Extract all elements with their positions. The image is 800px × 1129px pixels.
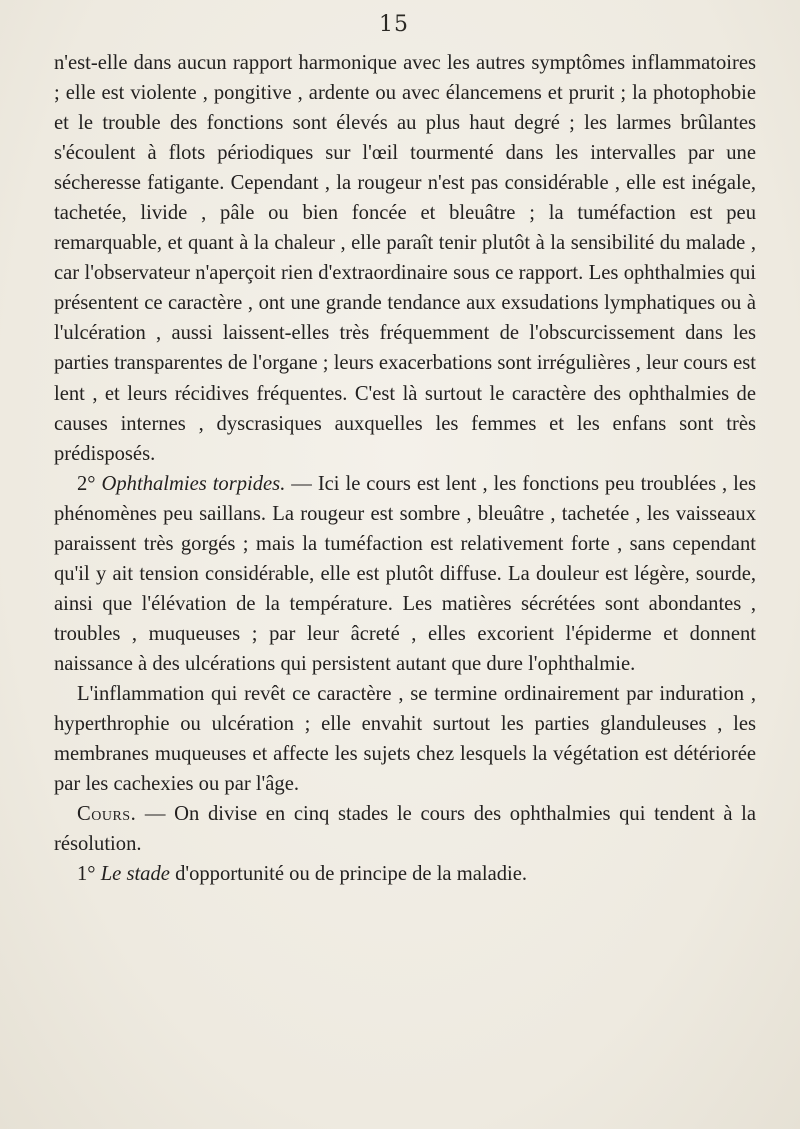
body-text [54, 48, 756, 889]
page-number: 15 [379, 12, 409, 37]
paragraph-inflammation: L'inflammation qui revêt ce caractère , se termine ordinairement par induration , hyperthrophie ou ulcération ; elle envahit surtout les parties glanduleuses , les membranes muqueuses et affecte les sujets chez lesquels la végétation est détériorée par les cachexies ou par l'âge. [54, 682, 756, 796]
section-label: Cours. [77, 803, 137, 826]
paragraph-continuation: n'est-elle dans aucun rapport harmonique avec les autres symptômes inflammatoires ; elle est violente , pongitive , ardente ou avec élancemens et prurit ; la photophobie et le trouble des fonctions sont élevés au plus haut degré ; les larmes brûlantes s'écoulent à flots périodiques sur l'œil tourmenté dans les intervalles par une sécheresse fatigante. Cependant , la rougeur n'est pas considérable , elle est inégale, tachetée, livide , pâle ou bien foncée et bleuâtre ; la tuméfaction est peu remarquable, et quant à la chaleur , elle paraît tenir plutôt à la sensibilité du malade , car l'observateur n'aperçoit rien d'extraordinaire sous ce rapport. Les ophthalmies qui présentent ce caractère , ont une grande tendance aux exsudations lymphatiques ou à l'ulcération , aussi laissent-elles très fréquemment de l'obscurcissement dans les parties transparentes de l'organe ; leurs exacerbations sont irrégulières , leur cours est lent , et leurs récidives fréquentes. C'est là surtout le caractère des ophthalmies de causes internes , dyscrasiques auxquelles les femmes et les enfans sont très prédisposés. [54, 52, 756, 465]
paragraph-first-stage [54, 859, 756, 889]
paragraph-torpid-ophthalmias [54, 469, 756, 679]
section-number: 1° [77, 863, 96, 886]
paragraph-body: — On divise en cinq stades le cours des ophthalmies qui tendent à la résolution. [54, 803, 756, 856]
section-number: 2° [77, 472, 96, 495]
paragraph-body: — Ici le cours est lent , les fonctions peu troublées , les phénomènes peu saillans. La rougeur est sombre , bleuâtre , tachetée , les vaisseaux paraissent très gorgés ; mais la tuméfaction est relativement forte , sans cependant qu'il y ait tension considérable, elle est plutôt diffuse. La douleur est légère, sourde, ainsi que l'élévation de la température. Les matières sécrétées sont abondantes , troubles , muqueuses ; par leur âcreté , elles excorient l'épiderme et donnent naissance à des ulcérations qui persistent autant que dure l'ophthalmie. [54, 472, 756, 675]
section-title: Le stade [100, 863, 170, 886]
section-title: Ophthalmies torpides. [101, 472, 286, 495]
paragraph-body: d'opportunité ou de principe de la maladie. [169, 863, 528, 886]
paragraph-course [54, 799, 756, 859]
